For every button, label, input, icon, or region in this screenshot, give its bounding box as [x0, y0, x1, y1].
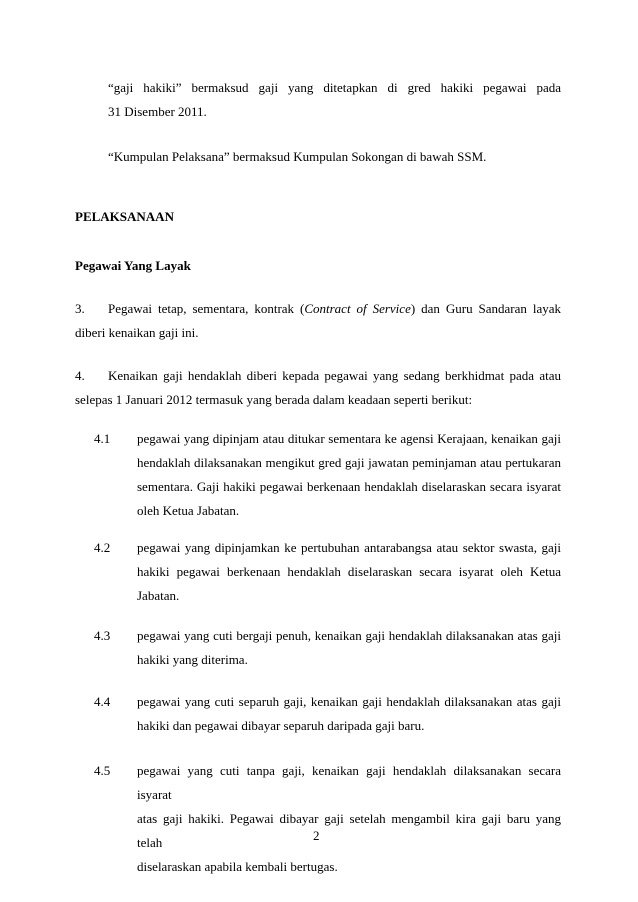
page-number: 2 — [313, 828, 320, 843]
definition-line: 31 Disember 2011. — [108, 104, 207, 119]
section-heading: PELAKSANAAN — [75, 209, 174, 224]
subitem-line: pegawai yang cuti separuh gaji, kenaikan gaji hendaklah dilaksanakan atas gaji — [137, 694, 561, 709]
subitem-line: hakiki yang diterima. — [137, 652, 248, 667]
subitem-number: 4.5 — [94, 763, 111, 778]
subitem-number: 4.3 — [94, 628, 111, 643]
definition-line: “gaji hakiki” bermaksud gaji yang ditetapkan di gred hakiki pegawai pada — [108, 80, 561, 95]
subitem-line: pegawai yang cuti bergaji penuh, kenaikan gaji hendaklah dilaksanakan atas gaji — [137, 628, 561, 643]
paragraph-line: selepas 1 Januari 2012 termasuk yang berada dalam keadaan seperti berikut: — [75, 392, 473, 407]
subitem-line: Jabatan. — [137, 588, 180, 603]
subitem-line: pegawai yang dipinjamkan ke pertubuhan antarabangsa atau sektor swasta, gaji — [137, 540, 561, 555]
paragraph-line — [75, 364, 561, 388]
subitem-text — [137, 690, 561, 738]
paragraph-text: ) dan Guru Sandaran layak — [410, 301, 561, 316]
subitem-line: hendaklah dilaksanakan mengikut gred gaji jawatan peminjaman atau pertukaran — [137, 455, 561, 470]
subitem-text — [137, 427, 561, 523]
subitem-line: hakiki dan pegawai dibayar separuh daripada gaji baru. — [137, 718, 425, 733]
paragraph-3 — [75, 297, 561, 345]
subitem-number: 4.1 — [94, 431, 111, 446]
paragraph-4 — [75, 364, 561, 412]
subitem-text — [137, 624, 561, 672]
subheading: Pegawai Yang Layak — [75, 258, 191, 273]
subitem-text — [137, 759, 561, 879]
subitem-line: diselaraskan apabila kembali bertugas. — [137, 859, 338, 874]
subitem-line: hakiki pegawai berkenaan hendaklah diselaraskan secara isyarat oleh Ketua — [137, 564, 561, 579]
paragraph-number: 3. — [75, 301, 85, 316]
paragraph-italic-text: Contract of Service — [304, 301, 411, 316]
definition-kumpulan-pelaksana — [108, 145, 561, 169]
subitem-line: pegawai yang cuti tanpa gaji, kenaikan gaji hendaklah dilaksanakan secara isyarat — [137, 763, 561, 802]
subitem-line: sementara. Gaji hakiki pegawai berkenaan hendaklah diselaraskan secara isyarat — [137, 479, 561, 494]
paragraph-text: Kenaikan gaji hendaklah diberi kepada pegawai yang sedang berkhidmat pada atau — [108, 368, 561, 383]
subitem-line: pegawai yang dipinjam atau ditukar sementara ke agensi Kerajaan, kenaikan gaji — [137, 431, 561, 446]
paragraph-line: diberi kenaikan gaji ini. — [75, 325, 199, 340]
definition-line: “Kumpulan Pelaksana” bermaksud Kumpulan Sokongan di bawah SSM. — [108, 149, 487, 164]
subitem-line: atas gaji hakiki. Pegawai dibayar gaji setelah mengambil kira gaji baru yang telah — [137, 811, 561, 850]
subitem-number: 4.4 — [94, 694, 111, 709]
subitem-text — [137, 536, 561, 608]
definition-gaji-hakiki — [108, 76, 561, 124]
subitem-line: oleh Ketua Jabatan. — [137, 503, 240, 518]
paragraph-text: Pegawai tetap, sementara, kontrak ( — [108, 301, 305, 316]
paragraph-number: 4. — [75, 368, 85, 383]
subitem-number: 4.2 — [94, 540, 111, 555]
paragraph-line — [75, 297, 561, 321]
